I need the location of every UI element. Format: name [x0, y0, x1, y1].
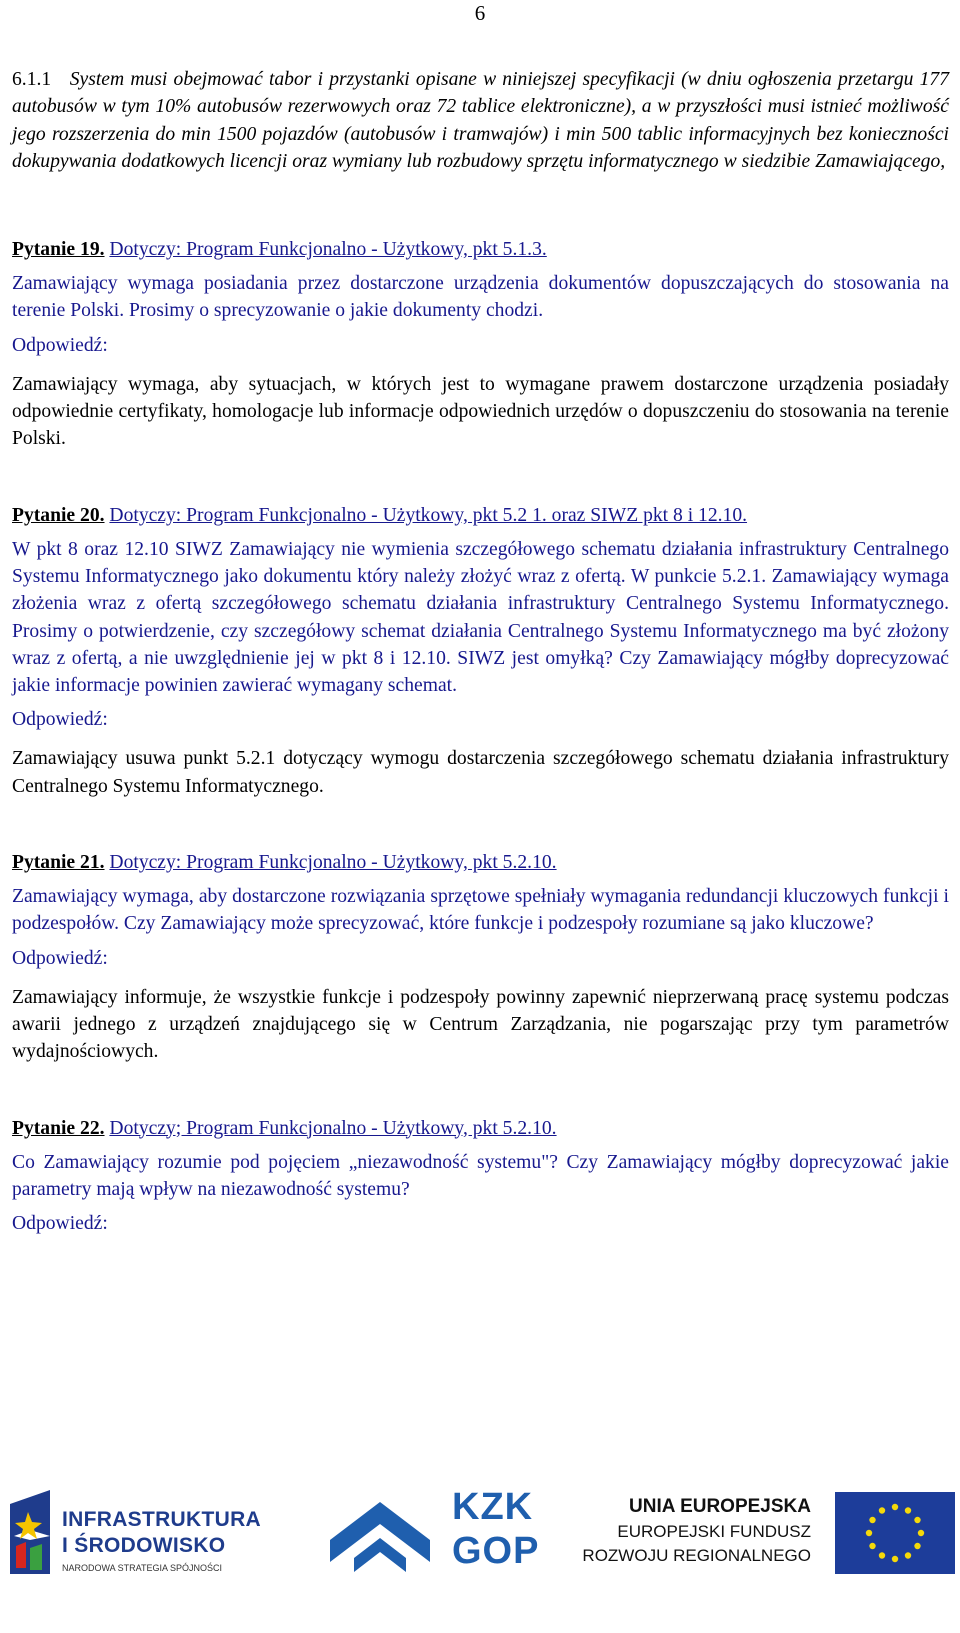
logo3-line3: ROZWOJU REGIONALNEGO — [582, 1546, 811, 1565]
question-text: Zamawiający wymaga, aby dostarczone rozwiązania sprzętowe spełniały wymagania redundancji kluczowych funkcji i podzespołów. Czy Zamawiający może sprecyzować, które funkcje i podzespoły rozumiane są jako kluczowe? — [12, 886, 949, 935]
footer-logos — [0, 1478, 960, 1633]
question-label: Pytanie 22. — [12, 1117, 105, 1139]
question-label: Pytanie 21. — [12, 852, 105, 874]
logo2-line1: KZK — [452, 1486, 534, 1528]
question-block-21 — [12, 849, 949, 1065]
logo2-line2: GOP — [452, 1530, 540, 1572]
question-block-22 — [12, 1115, 949, 1238]
kzk-chevron-icon — [330, 1496, 430, 1572]
document-body — [12, 66, 949, 1237]
eu-flag-icon — [835, 1492, 955, 1574]
answer-label: Odpowiedź: — [12, 334, 108, 356]
question-heading — [12, 849, 949, 876]
answer-text: Zamawiający usuwa punkt 5.2.1 dotyczący wymogu dostarczenia szczegółowego schematu działania infrastruktury Centralnego Systemu Informatycznego. — [12, 748, 949, 797]
logo-infrastruktura-i-srodowisko — [10, 1490, 262, 1580]
logo1-line2: I ŚRODOWISKO — [62, 1534, 226, 1557]
question-reference: Dotyczy: Program Funkcjonalno - Użytkowy, pkt 5.2.10. — [109, 852, 557, 874]
question-reference: Dotyczy; Program Funkcjonalno - Użytkowy, pkt 5.2.10. — [109, 1117, 557, 1139]
answer-label: Odpowiedź: — [12, 947, 108, 969]
question-heading — [12, 236, 949, 263]
question-reference: Dotyczy: Program Funkcjonalno - Użytkowy, pkt 5.2 1. oraz SIWZ pkt 8 i 12.10. — [109, 504, 748, 526]
question-reference: Dotyczy: Program Funkcjonalno - Użytkowy, pkt 5.1.3. — [109, 239, 547, 261]
answer-text: Zamawiający informuje, że wszystkie funkcje i podzespoły powinny zapewnić nieprzerwaną pracę systemu podczas awarii jednego z urządzeń znajdującego się w Centrum Zarządzania, nie pogarszając przy tym parametrów wydajnościowych. — [12, 986, 949, 1063]
question-text: Zamawiający wymaga posiadania przez dostarczone urządzenia dokumentów dopuszczających do stosowania na terenie Polski. Prosimy o sprecyzowanie o jakie dokumenty chodzi. — [12, 273, 949, 322]
question-block-20 — [12, 502, 949, 800]
question-heading — [12, 1115, 949, 1142]
logo-unia-europejska — [582, 1492, 955, 1582]
intro-text: System musi obejmować tabor i przystanki opisane w niniejszej specyfikacji (w dniu ogłoszenia przetargu 177 autobusów w tym 10% autobusów rezerwowych oraz 72 tablice elektroniczne), a w przyszłości musi istnieć możliwość jego rozszerzenia do min 1500 pojazdów (autobusów i tramwajów) i min 500 tablic informacyjnych bez konieczności dokupywania dodatkowych licencji oraz wymiany lub rozbudowy sprzętu informatycznego w siedzibie Zamawiającego, — [12, 69, 949, 172]
question-text: W pkt 8 oraz 12.10 SIWZ Zamawiający nie wymienia szczegółowego schematu działania infrastruktury Centralnego Systemu Informatycznego jako dokumentu który należy złożyć wraz z ofertą. W punkcie 5.2.1. Zamawiający wymaga złożenia wraz z ofertą szczegółowego schematu działania infrastruktury Centralnego Systemu Informatycznego. Prosimy o potwierdzenie, czy szczegółowy schemat działania Centralnego Systemu Informatycznego ma być złożony wraz z ofertą, a nie uwzględnienie jej w pkt 8 i 12.10. SIWZ jest omyłką? Czy Zamawiający mógłby doprecyzować jakie informacje powinien zawierać wymagany schemat. — [12, 538, 949, 697]
question-label: Pytanie 19. — [12, 239, 105, 261]
answer-text: Zamawiający wymaga, aby sytuacjach, w których jest to wymagane prawem dostarczone urządzenia posiadały odpowiednie certyfikaty, homologacje lub informacje odpowiednich urzędów o dopuszczeniu do stosowania na terenie Polski. — [12, 373, 949, 450]
logo3-line1: UNIA EUROPEJSKA — [629, 1496, 811, 1517]
intro-number: 6.1.1 — [12, 69, 52, 90]
nss-emblem-icon — [10, 1490, 54, 1574]
logo1-line3: NARODOWA STRATEGIA SPÓJNOŚCI — [62, 1563, 223, 1573]
question-block-19 — [12, 236, 949, 452]
logo1-line1: INFRASTRUKTURA — [62, 1508, 262, 1531]
intro-paragraph — [12, 66, 949, 175]
logo-kzk-gop — [330, 1486, 540, 1576]
page-number: 6 — [474, 1, 486, 25]
question-label: Pytanie 20. — [12, 504, 105, 526]
question-heading — [12, 502, 949, 529]
answer-label: Odpowiedź: — [12, 709, 108, 731]
question-text: Co Zamawiający rozumie pod pojęciem „niezawodność systemu"? Czy Zamawiający mógłby doprecyzować jakie parametry mają wpływ na niezawodność systemu? — [12, 1151, 949, 1200]
answer-label: Odpowiedź: — [12, 1213, 108, 1235]
logo3-line2: EUROPEJSKI FUNDUSZ — [617, 1522, 811, 1541]
